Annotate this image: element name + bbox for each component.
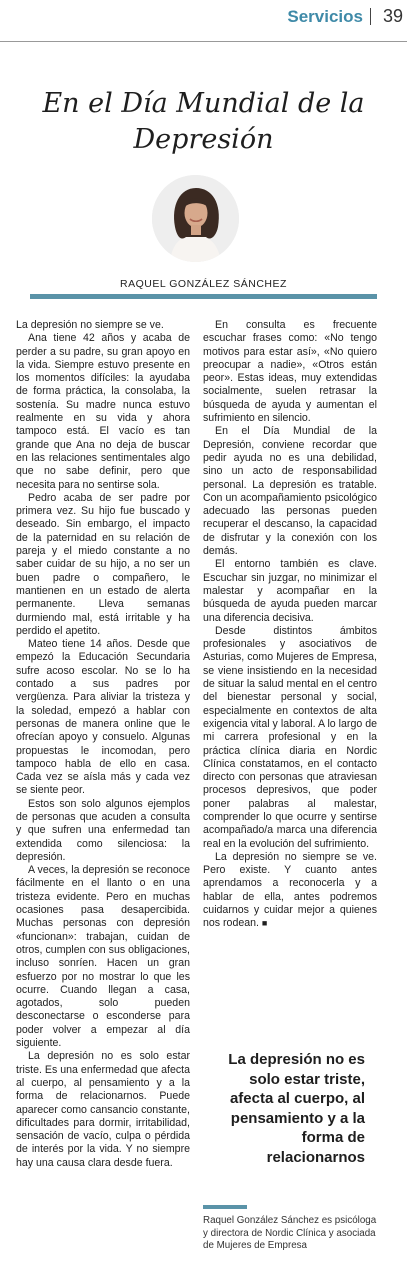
- author-photo: [152, 175, 239, 262]
- body-paragraph: En el Día Mundial de la Depresión, conviene recordar que pedir ayuda no es una debilidad, sino un acto de responsabilidad personal. La depresión es tratable. Con un acompañamiento psicológico adecuado las personas pueden recuperar el descanso, la capacidad de disfrutar y la conexión con los demás.: [203, 425, 377, 558]
- page-number: 39: [382, 6, 403, 26]
- body-paragraph: La depresión no siempre se ve.: [16, 319, 164, 331]
- body-paragraph: En consulta es frecuente escuchar frases como: «No tengo motivos para estar así», «No quiero preocupar a nadie», «Otros están peor». Estas ideas, muy extendidas socialmente, suelen retrasar la búsqueda de ayuda y aumentan el sufrimiento en silencio.: [203, 319, 377, 425]
- body-paragraph: La depresión no es solo estar triste. Es una enfermedad que afecta al cuerpo, al pensamiento y a la forma de relacionarnos. Puede aparecer como cansancio constante, dificultades para dormir, irritabilidad, sensación de vacío, culpa o pérdida de interés por la vida. Y no siempre hay una causa clara desde fuera.: [16, 1050, 190, 1169]
- body-column-left: [16, 319, 190, 1170]
- header-separator: [370, 8, 371, 25]
- body-paragraph: [203, 851, 377, 931]
- author-bio: Raquel González Sánchez es psicóloga y directora de Nordic Clínica y asociada de Mujeres de Empresa: [203, 1215, 377, 1251]
- body-paragraph: Mateo tiene 14 años. Desde que empezó la Educación Secundaria sufre acoso escolar. No se lo ha contado a sus padres por vergüenza. Para aliviar la tristeza y la soledad, empezó a hablar con personas de manera online que le ofrecían apoyo y consuelo. Algunas propuestas le incomodan, pero tampoco habla de ello en casa. Cada vez se aísla más y cada vez se siente peor.: [16, 638, 190, 797]
- body-paragraph: El entorno también es clave. Escuchar sin juzgar, no minimizar el malestar y acompañar en la búsqueda de ayuda pueden marcar una diferencia decisiva.: [203, 558, 377, 624]
- article-title: En el Día Mundial de la Depresión: [42, 88, 365, 155]
- bio-rule: [203, 1205, 247, 1209]
- author-byline: RAQUEL GONZÁLEZ SÁNCHEZ: [120, 278, 287, 290]
- pull-quote: La depresión no es solo estar triste, afecta al cuerpo, al pensamiento y a la forma de relacionarnos: [228, 1051, 365, 1166]
- body-paragraph: A veces, la depresión se reconoce fácilmente en el llanto o en una tristeza evidente. Pero en muchas ocasiones pasa desapercibida. Muchas personas con depresión «funcionan»: trabajan, cuidan de otros, cumplen con sus obligaciones, incluso sonríen. Hacen un gran esfuerzo por no mostrar lo que les ocurre. Cuando llegan a casa, agotados, solo pueden desconectarse o esconderse para poder volver a empezar al día siguiente.: [16, 864, 190, 1050]
- page-header: [0, 0, 407, 42]
- body-paragraph: Ana tiene 42 años y acaba de perder a su padre, su gran apoyo en la vida. Siempre estuvo presente en los momentos difíciles: la ayudaba de forma práctica, la consolaba, la sostenía. Su madre nunca estuvo realmente en su vida y ahora tampoco está. El vacío es tan grande que Ana no deja de buscar en las relaciones sentimentales algo que no sabe definir, pero que necesita para no sentirse sola.: [16, 332, 190, 491]
- closing-text: La depresión no siempre se ve. Pero existe. Y cuanto antes aprendamos a reconocerla y a hablar de ella, antes podremos cuidarnos y cuidar mejor a quienes nos rodean.: [203, 850, 377, 930]
- header-rule: [0, 41, 407, 42]
- accent-rule: [30, 294, 377, 299]
- author-portrait-icon: [152, 175, 239, 262]
- body-paragraph: Estos son solo algunos ejemplos de personas que acuden a consulta y que sufren una enfermedad tan extendida como silenciosa: la depresión.: [16, 797, 190, 863]
- body-column-right: [203, 319, 377, 931]
- body-paragraph: Desde distintos ámbitos profesionales y asociativos de Asturias, como Mujeres de Empresa, se viene insistiendo en la necesidad de situar la salud mental en el centro del bienestar personal y social, especialmente en contextos de alta exigencia vital y laboral. A lo largo de mi carrera profesional y en la práctica clínica diaria en Nordic Clínica constatamos, en el contacto directo con personas que atraviesan procesos depresivos, que poder poner palabras al malestar, comprender lo que ocurre y sentirse acompañado/a marca una diferencia real en la evolución del sufrimiento.: [203, 624, 377, 850]
- end-square-icon: ■: [261, 918, 268, 929]
- section-label: Servicios: [287, 7, 363, 26]
- body-paragraph: Pedro acaba de ser padre por primera vez. Su hijo fue buscado y deseado. Sin embargo, el impacto de la paternidad en su relación de pareja y el miedo constante a no saber cuidar de su hijo, a no ser un buen padre o compañero, le mantienen en un estado de alerta permanente. Lleva semanas durmiendo mal, está irritable y ha perdido el apetito.: [16, 491, 190, 637]
